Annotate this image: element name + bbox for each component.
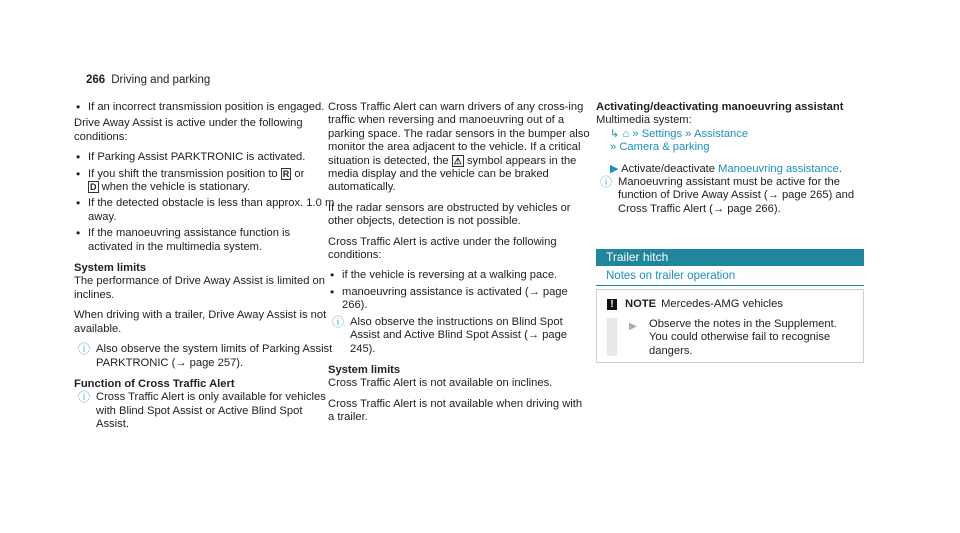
section-heading: Activating/deactivating manoeuvring assistant [596, 101, 844, 113]
step-text: Activate/deactivate [621, 162, 716, 175]
note-text: Observe the notes in the Supplement. You could otherwise fail to recognise dangers. [649, 318, 837, 357]
paragraph: Cross Traffic Alert is not available on inclines. [328, 377, 553, 390]
bullet-item [74, 197, 336, 224]
paragraph-text: symbol appears in the media display and the vehicle can be braked automatically. [328, 154, 577, 194]
column-middle [328, 101, 590, 432]
bullet-text: If the detected obstacle is less than approx. 1.0 m away. [88, 197, 335, 223]
play-icon: ▶ [610, 162, 619, 175]
section-banner: Trailer hitch [596, 249, 864, 266]
note-sidebar [607, 318, 617, 356]
note-header [607, 298, 783, 311]
bullet-item [328, 286, 590, 313]
subsection-heading: Notes on trailer operation [596, 268, 864, 286]
note-label: NOTE [625, 298, 657, 310]
column-left [74, 101, 336, 438]
bullet-item [328, 269, 590, 282]
bullet-text: when the vehicle is stationary. [101, 181, 251, 194]
gear-r-icon: R [282, 168, 290, 179]
column-right [596, 101, 871, 222]
cross-traffic-warning-icon: ⚠ [453, 155, 462, 166]
note-text: Also observe the instructions on Blind Spot Assist and Active Blind Spot Assist (→ page 245). [350, 315, 568, 355]
bullet-text: If an incorrect transmission position is engaged. [88, 101, 325, 113]
paragraph [328, 101, 590, 195]
info-icon: ⓘ [78, 390, 91, 405]
chevron-right-icon: » [610, 141, 617, 154]
note-title: Mercedes-AMG vehicles [661, 298, 783, 310]
section-heading: System limits [328, 363, 401, 376]
chevron-right-icon: » [685, 127, 692, 140]
bullet-item [74, 168, 336, 195]
info-note [328, 316, 590, 356]
menu-item-assistance: Assistance [693, 127, 749, 140]
bullet-text: If you shift the transmission position to [88, 167, 278, 180]
page-number: 266 [86, 74, 106, 86]
info-note [74, 343, 336, 370]
paragraph: When driving with a trailer, Drive Away Assist is not available. [74, 309, 327, 335]
warning-note-box [596, 289, 864, 363]
section-title: Driving and parking [111, 74, 211, 86]
play-icon: ▶ [629, 321, 637, 332]
page-header [86, 74, 210, 87]
bullet-text: manoeuvring assistance is activated (→ page 266). [342, 285, 568, 312]
note-text: Also observe the system limits of Parking Assist PARKTRONIC (→ page 257). [96, 343, 333, 369]
home-icon: ⌂ [622, 127, 630, 140]
bullet-text: If Parking Assist PARKTRONIC is activated. [88, 151, 306, 164]
menu-item-settings: Settings [641, 127, 683, 140]
menu-path [596, 128, 871, 155]
bullet-item [74, 151, 336, 164]
paragraph-text: Cross Traffic Alert can warn drivers of any cross-ing traffic when reversing and manoeuvring out of a parking space. The radar sensors in the bumper also monitor the area adjacent to the vehicle. If a critical situation is detected, the [328, 101, 590, 167]
section-heading: Function of Cross Traffic Alert [74, 377, 235, 390]
exclamation-icon: ! [607, 299, 617, 310]
paragraph: The performance of Drive Away Assist is limited on inclines. [74, 275, 325, 301]
bullet-text: If the manoeuvring assistance function is activated in the multimedia system. [88, 227, 291, 253]
note-text: Cross Traffic Alert is only available for vehicles with Blind Spot Assist or Active Blind Spot Assist. [96, 391, 326, 431]
bullet-item [74, 101, 336, 114]
step-end: . [838, 162, 842, 175]
paragraph: If the radar sensors are obstructed by vehicles or other objects, detection is not possible. [328, 201, 571, 228]
info-icon: ⓘ [332, 314, 345, 329]
bullet-text: if the vehicle is reversing at a walking pace. [342, 269, 558, 282]
return-arrow-icon: ↳ [610, 127, 620, 140]
gear-d-icon: D [90, 182, 97, 193]
info-icon: ⓘ [78, 342, 91, 357]
paragraph: Multimedia system: [596, 114, 692, 127]
info-note [596, 176, 871, 216]
note-text: Manoeuvring assistant must be active for the function of Drive Away Assist (→ page 265) and Cross Traffic Alert (→ page 266). [618, 176, 855, 215]
manoeuvring-assistance-link: Manoeuvring assistance [718, 162, 839, 175]
paragraph: Cross Traffic Alert is not available when driving with a trailer. [328, 397, 583, 424]
paragraph: Cross Traffic Alert is active under the following conditions: [328, 235, 557, 262]
bullet-item [74, 227, 336, 254]
info-icon: ⓘ [600, 175, 613, 190]
chevron-right-icon: » [632, 127, 639, 140]
bullet-text: or [294, 167, 305, 180]
paragraph: Drive Away Assist is active under the following conditions: [74, 117, 303, 143]
info-note [74, 391, 336, 431]
menu-item-camera-parking: Camera & parking [619, 141, 710, 154]
instruction-step [596, 163, 871, 176]
section-heading: System limits [74, 262, 147, 275]
